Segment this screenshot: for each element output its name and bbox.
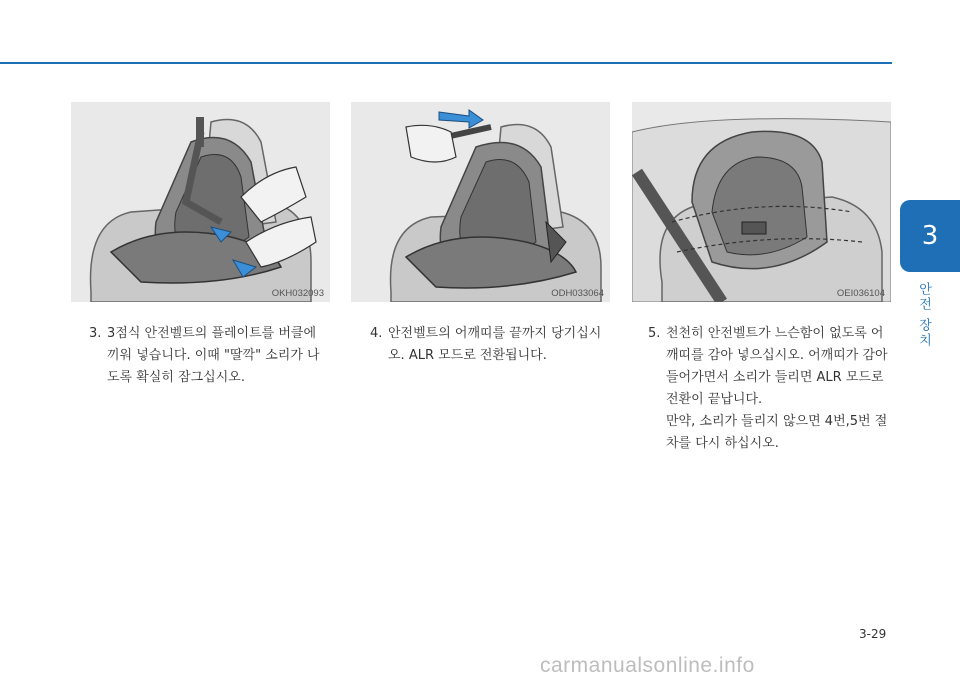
figure-code: OKH032093 [271, 288, 324, 299]
step-text: 3점식 안전벨트의 플레이트를 버클에 끼워 넣습니다. 이때 "딸깍" 소리가 나도록 확실히 잠그십시오. [107, 326, 320, 385]
step-text: 만약, 소리가 들리지 않으면 4번,5번 절차를 다시 하십시오. [666, 414, 888, 451]
figure-buckle-insert [71, 102, 330, 302]
chapter-title: 안전 장치 [916, 282, 931, 349]
step-number: 3. [89, 326, 102, 341]
step-4 [370, 323, 610, 367]
figure-code: ODH033064 [551, 288, 604, 299]
car-seat-illustration [71, 102, 330, 302]
step-5 [648, 323, 890, 455]
figure-code: OEI036104 [836, 288, 885, 299]
car-seat-illustration [632, 102, 891, 302]
header-rule [0, 62, 892, 64]
figure-retract-belt [632, 102, 891, 302]
figure-pull-belt [351, 102, 610, 302]
car-seat-illustration [351, 102, 610, 302]
chapter-number: 3 [921, 221, 939, 251]
step-3 [89, 323, 329, 389]
watermark: carmanualsonline.info [540, 654, 755, 677]
step-number: 5. [648, 326, 661, 341]
chapter-tab[interactable] [900, 200, 960, 272]
step-text: 천천히 안전벨트가 느슨함이 없도록 어깨띠를 감아 넣으십시오. 어깨띠가 감아 들어가면서 소리가 들리면 ALR 모드로 전환이 끝납니다. [666, 326, 888, 407]
arrow-icon [439, 110, 483, 128]
step-text: 안전벨트의 어깨띠를 끝까지 당기십시오. ALR 모드로 전환됩니다. [388, 326, 602, 363]
step-number: 4. [370, 326, 383, 341]
page-number: 3-29 [859, 627, 887, 641]
